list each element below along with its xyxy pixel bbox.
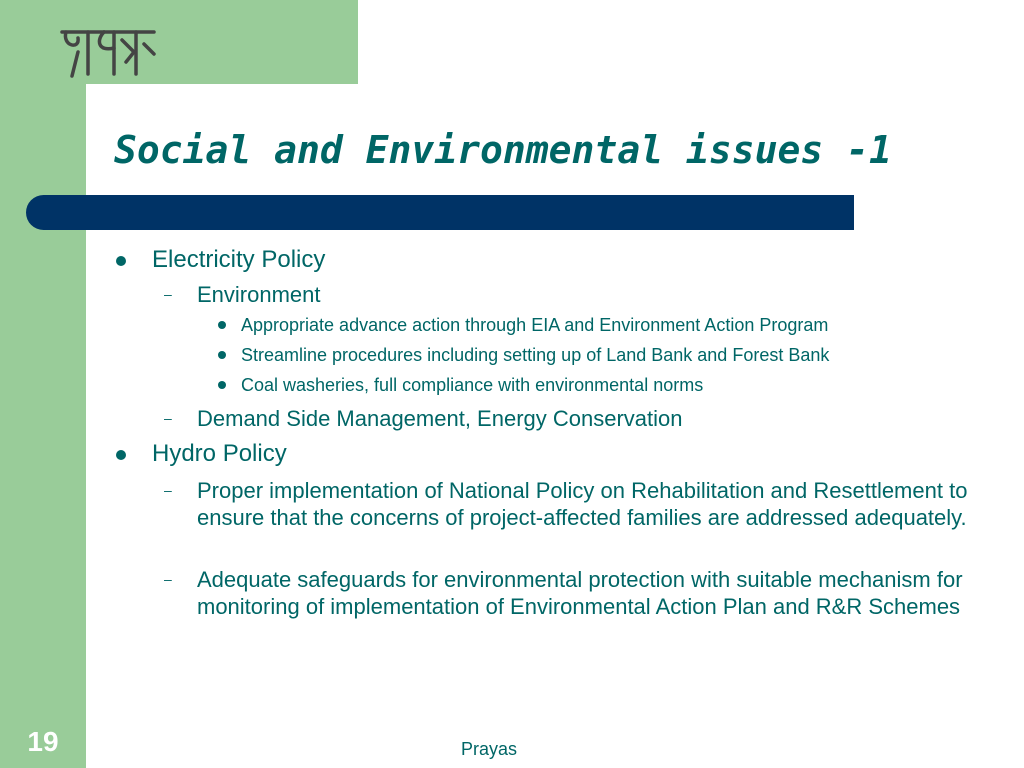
section-heading: Electricity Policy — [152, 246, 326, 273]
title-underline-bar — [26, 195, 854, 230]
dash-icon: – — [164, 482, 172, 498]
dash-icon: – — [164, 286, 172, 302]
slide-title: Social and Environmental issues -1 — [114, 128, 892, 172]
list-item: Adequate safeguards for environmental protection with suitable mechanism for monitoring of implementation of Environmental Action Plan and R&R Schemes — [197, 567, 963, 619]
content-panel — [86, 84, 1024, 768]
list-item: Environment — [197, 282, 321, 307]
top-accent-band — [0, 0, 358, 84]
footer-text: Prayas — [461, 739, 518, 759]
list-item: Appropriate advance action through EIA and Environment Action Program — [241, 315, 829, 335]
list-item: Streamline procedures including setting up of Land Bank and Forest Bank — [241, 345, 830, 365]
list-item: Proper implementation of National Policy on Rehabilitation and Resettlement to ensure that the concerns of project-affected families are addressed adequately. — [197, 478, 968, 530]
section-heading: Hydro Policy — [152, 440, 287, 467]
slide-number: 19 — [27, 726, 59, 757]
left-accent-band — [0, 0, 86, 768]
dash-icon: – — [164, 410, 172, 426]
list-item: Coal washeries, full compliance with environmental norms — [241, 375, 704, 395]
list-item: Demand Side Management, Energy Conservation — [197, 406, 683, 431]
dash-icon: – — [164, 571, 172, 587]
prayas-logo-icon — [58, 22, 158, 82]
